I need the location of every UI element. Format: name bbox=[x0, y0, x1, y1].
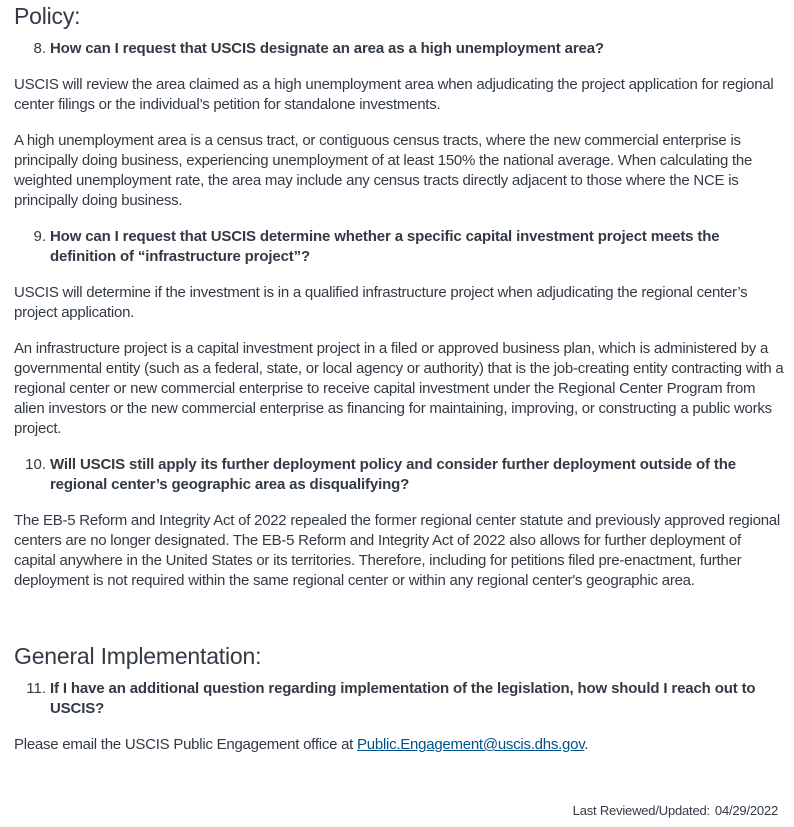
section-heading-general-implementation: General Implementation: bbox=[14, 643, 262, 669]
last-reviewed-label: Last Reviewed/Updated: bbox=[572, 803, 710, 818]
question-text: Will USCIS still apply its further deployment policy and consider further deployment outside of the regional center’s geographic area as disqualifying? bbox=[50, 456, 736, 493]
question-number: 9. bbox=[33, 228, 46, 245]
faq-question-10 bbox=[14, 455, 774, 495]
question-text: How can I request that USCIS designate an area as a high unemployment area? bbox=[50, 40, 604, 57]
faq-answer-10-paragraph-1: The EB-5 Reform and Integrity Act of 2022 repealed the former regional center statute and previously approved regional centers are no longer designated. The EB-5 Reform and Integrity Act of 2022 also allows for further deployment of capital anywhere in the United States or its territories. Therefore, including for petitions filed pre-enactment, further deployment is not required within the same regional center or within any regional center's geographic area. bbox=[14, 512, 780, 589]
faq-answer-9-paragraph-1: USCIS will determine if the investment is in a qualified infrastructure project when adjudicating the regional center’s project application. bbox=[14, 284, 748, 321]
faq-answer-11 bbox=[14, 735, 784, 755]
question-text: How can I request that USCIS determine whether a specific capital investment project meets the definition of “infrastructure project”? bbox=[50, 228, 720, 265]
faq-answer-9-paragraph-2: An infrastructure project is a capital investment project in a filed or approved business plan, which is administered by a governmental entity (such as a federal, state, or local agency or authority) that is the job-creating entity contracting with a regional center or new commercial enterprise to receive capital investment under the Regional Center Program from alien investors or the new commercial enterprise as financing for maintaining, improving, or constructing a public works project. bbox=[14, 340, 784, 437]
faq-question-11 bbox=[14, 679, 774, 719]
answer-suffix: . bbox=[584, 736, 589, 753]
section-heading-policy: Policy: bbox=[14, 3, 81, 29]
faq-answer-8-paragraph-2: A high unemployment area is a census tract, or contiguous census tracts, where the new commercial enterprise is principally doing business, experiencing unemployment of at least 150% the national average. When calculating the weighted unemployment rate, the area may include any census tracts directly adjacent to those where the NCE is principally doing business. bbox=[14, 132, 753, 209]
question-number: 11. bbox=[26, 680, 46, 697]
faq-answer-8-paragraph-1: USCIS will review the area claimed as a high unemployment area when adjudicating the project application for regional center filings or the individual’s petition for standalone investments. bbox=[14, 76, 774, 113]
faq-question-8 bbox=[14, 39, 774, 59]
question-number: 10. bbox=[25, 456, 46, 473]
last-reviewed-footer bbox=[573, 803, 778, 818]
last-reviewed-date: 04/29/2022 bbox=[714, 803, 778, 818]
faq-question-9 bbox=[14, 227, 774, 267]
answer-prefix: Please email the USCIS Public Engagement office at bbox=[14, 736, 358, 753]
question-number: 8. bbox=[33, 40, 46, 57]
question-text: If I have an additional question regarding implementation of the legislation, how should I reach out to USCIS? bbox=[50, 680, 756, 717]
public-engagement-email-link[interactable]: Public.Engagement@uscis.dhs.gov bbox=[357, 736, 585, 753]
